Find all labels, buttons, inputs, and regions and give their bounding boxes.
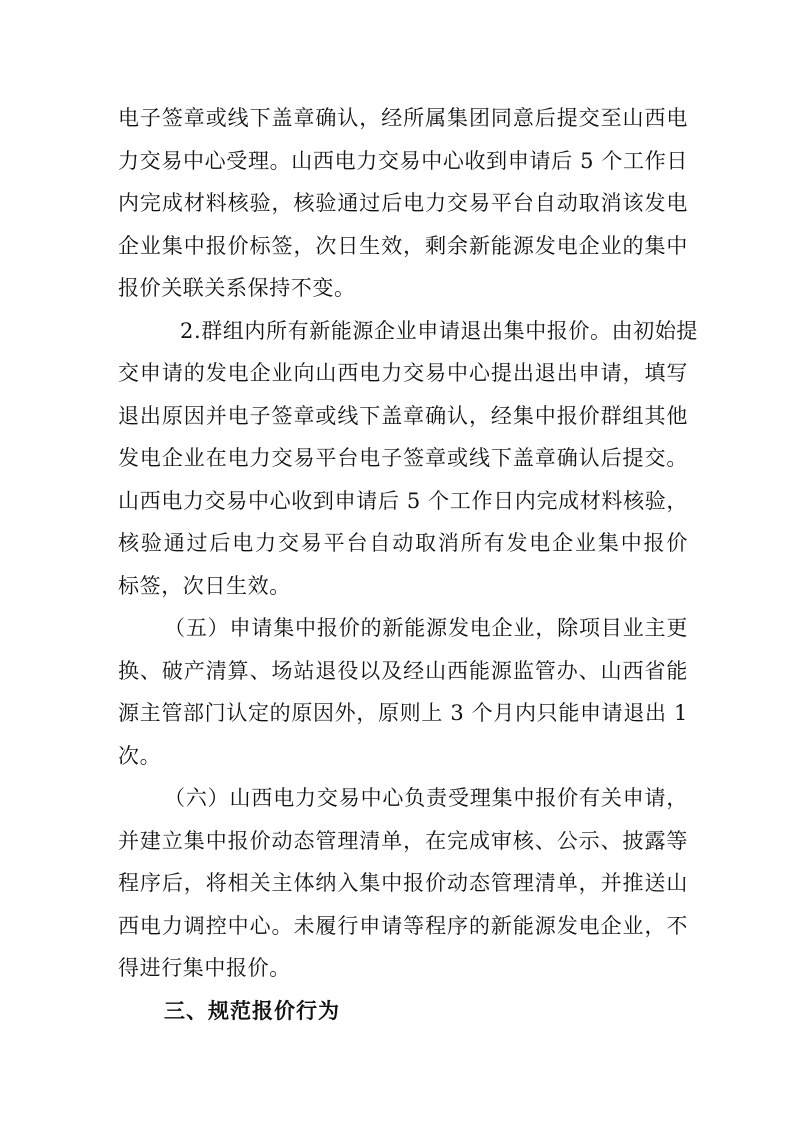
- paragraph-line: 力交易中心受理。山西电力交易中心收到申请后 5 个工作日: [118, 148, 688, 173]
- paragraph-line: （五）申请集中报价的新能源发电企业，除项目业主更: [164, 616, 688, 640]
- paragraph-line: 标签，次日生效。: [118, 573, 291, 598]
- paragraph-line: 山西电力交易中心收到申请后 5 个工作日内完成材料核验，: [118, 488, 688, 513]
- document-page: [118, 97, 699, 1032]
- paragraph-line: 报价关联关系保持不变。: [118, 276, 356, 300]
- paragraph-line: （六）山西电力交易中心负责受理集中报价有关申请，: [164, 786, 688, 810]
- paragraph-line: 企业集中报价标签，次日生效，剩余新能源发电企业的集中: [118, 233, 688, 258]
- paragraph-line: 西电力调控中心。未履行申请等程序的新能源发电企业，不: [118, 913, 688, 938]
- paragraph-line: 换、破产清算、场站退役以及经山西能源监管办、山西省能: [118, 658, 688, 683]
- paragraph-line: 内完成材料核验，核验通过后电力交易平台自动取消该发电: [118, 191, 688, 215]
- paragraph-line: 源主管部门认定的原因外，原则上 3 个月内只能申请退出 1: [118, 701, 688, 725]
- paragraph-line: 退出原因并电子签章或线下盖章确认，经集中报价群组其他: [118, 403, 688, 428]
- paragraph-line: 得进行集中报价。: [118, 956, 291, 980]
- paragraph-line: 发电企业在电力交易平台电子签章或线下盖章确认后提交。: [118, 446, 688, 470]
- paragraph-line: 电子签章或线下盖章确认，经所属集团同意后提交至山西电: [118, 106, 688, 130]
- paragraph-line: 程序后，将相关主体纳入集中报价动态管理清单，并推送山: [118, 871, 688, 895]
- paragraph-line: 次。: [118, 743, 162, 768]
- section-heading: 三、规范报价行为: [164, 998, 340, 1023]
- paragraph-line: 交申请的发电企业向山西电力交易中心提出退出申请，填写: [118, 361, 688, 385]
- paragraph-line: 核验通过后电力交易平台自动取消所有发电企业集中报价: [118, 531, 688, 555]
- paragraph-line: 2.群组内所有新能源企业申请退出集中报价。由初始提: [180, 318, 699, 343]
- paragraph-line: 并建立集中报价动态管理清单，在完成审核、公示、披露等: [118, 828, 688, 853]
